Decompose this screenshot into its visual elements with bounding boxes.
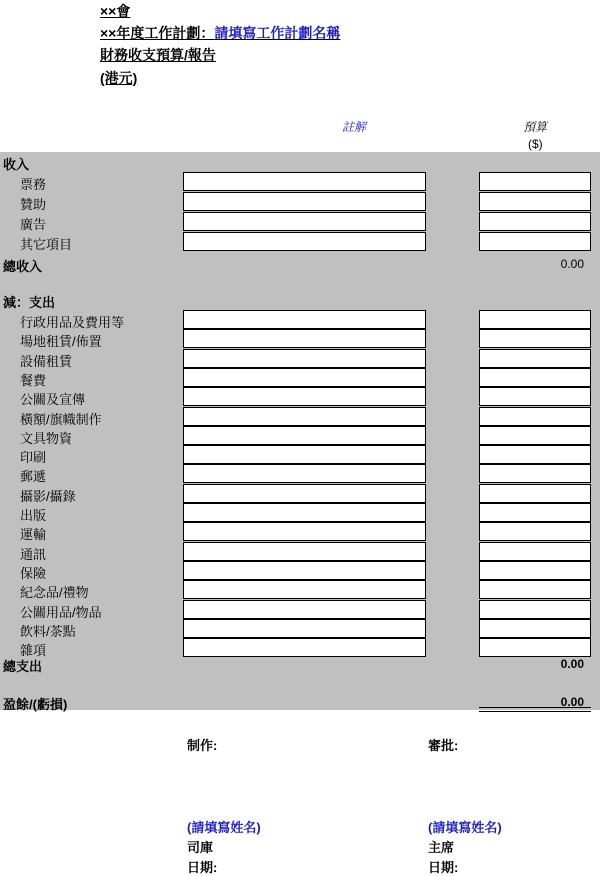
line-item-label: 贊助 xyxy=(20,197,47,212)
line-item-budget-cell[interactable] xyxy=(479,522,591,541)
line-item-row xyxy=(0,484,600,503)
line-item-budget-cell[interactable] xyxy=(479,503,591,522)
line-item-budget-cell[interactable] xyxy=(479,600,591,619)
line-item-label: 攝影/攝錄 xyxy=(20,488,76,504)
line-item-label: 印刷 xyxy=(20,450,47,466)
line-item-budget-cell[interactable] xyxy=(479,638,591,657)
approved-by-label: 審批: xyxy=(428,738,459,753)
line-item-note-cell[interactable] xyxy=(183,580,426,599)
line-item-note-cell[interactable] xyxy=(183,464,426,483)
line-item-label: 橫額/旗幟制作 xyxy=(20,411,102,427)
line-item-budget-cell[interactable] xyxy=(479,445,591,464)
line-item-note-cell[interactable] xyxy=(183,172,426,191)
currency-note: (港元) xyxy=(100,70,138,86)
line-item-note-cell[interactable] xyxy=(183,445,426,464)
line-item-label: 廣告 xyxy=(20,217,47,232)
line-item-row xyxy=(0,503,600,522)
line-item-note-cell[interactable] xyxy=(183,368,426,387)
line-item-row xyxy=(0,349,600,368)
line-item-note-cell[interactable] xyxy=(183,522,426,541)
line-item-note-cell[interactable] xyxy=(183,426,426,445)
line-item-note-cell[interactable] xyxy=(183,561,426,580)
line-item-note-cell[interactable] xyxy=(183,638,426,657)
line-item-note-cell[interactable] xyxy=(183,212,426,231)
line-item-note-cell[interactable] xyxy=(183,192,426,211)
line-item-budget-cell[interactable] xyxy=(479,407,591,426)
expense-total-value: 0.00 xyxy=(560,657,584,671)
line-item-budget-cell[interactable] xyxy=(479,542,591,561)
line-item-note-cell[interactable] xyxy=(183,600,426,619)
line-item-row xyxy=(0,192,600,211)
line-item-note-cell[interactable] xyxy=(183,232,426,251)
budget-currency: ($) xyxy=(528,137,543,151)
line-item-note-cell[interactable] xyxy=(183,329,426,348)
line-item-label: 行政用品及費用等 xyxy=(20,315,125,330)
prepared-date-label: 日期: xyxy=(187,860,218,875)
line-item-note-cell[interactable] xyxy=(183,387,426,406)
line-item-row xyxy=(0,638,600,657)
line-item-budget-cell[interactable] xyxy=(479,426,591,445)
line-item-budget-cell[interactable] xyxy=(479,368,591,387)
note-column-header: 註解 xyxy=(342,120,367,134)
line-item-row xyxy=(0,212,600,231)
line-item-row xyxy=(0,445,600,464)
line-item-label: 雜項 xyxy=(20,643,47,659)
line-item-label: 通訊 xyxy=(20,546,47,562)
line-item-label: 設備租賃 xyxy=(20,353,73,369)
line-item-row xyxy=(0,407,600,426)
line-item-row xyxy=(0,580,600,599)
line-item-row xyxy=(0,426,600,445)
approved-name-field[interactable]: (請填寫姓名) xyxy=(428,820,502,835)
line-item-label: 文具物資 xyxy=(20,430,73,446)
line-item-row xyxy=(0,464,600,483)
line-item-note-cell[interactable] xyxy=(183,542,426,561)
line-item-row xyxy=(0,310,600,329)
expense-total-label: 總支出 xyxy=(3,659,43,674)
line-item-row xyxy=(0,522,600,541)
line-item-label: 飲料/茶點 xyxy=(20,623,76,639)
line-item-row xyxy=(0,542,600,561)
line-item-budget-cell[interactable] xyxy=(479,192,591,211)
line-item-budget-cell[interactable] xyxy=(479,387,591,406)
approved-role: 主席 xyxy=(428,840,455,855)
approved-date-label: 日期: xyxy=(428,860,459,875)
line-item-label: 場地租賃/佈置 xyxy=(20,334,102,350)
line-item-row xyxy=(0,368,600,387)
line-item-budget-cell[interactable] xyxy=(479,232,591,251)
expense-section-title: 減：支出 xyxy=(3,295,56,310)
plan-title xyxy=(100,24,340,42)
line-item-budget-cell[interactable] xyxy=(479,619,591,638)
line-item-label: 紀念品/禮物 xyxy=(20,585,89,601)
income-total-label: 總收入 xyxy=(3,259,43,274)
line-item-budget-cell[interactable] xyxy=(479,310,591,329)
plan-name-link[interactable]: 請填寫工作計劃名稱 xyxy=(214,25,341,41)
line-item-label: 餐費 xyxy=(20,372,47,388)
surplus-double-underline xyxy=(479,707,591,712)
line-item-budget-cell[interactable] xyxy=(479,212,591,231)
line-item-label: 票務 xyxy=(20,177,47,192)
report-title: 財務收支預算/報告 xyxy=(100,47,216,63)
line-item-budget-cell[interactable] xyxy=(479,329,591,348)
line-item-note-cell[interactable] xyxy=(183,407,426,426)
line-item-budget-cell[interactable] xyxy=(479,172,591,191)
line-item-label: 公關用品/物品 xyxy=(20,604,102,620)
line-item-row xyxy=(0,619,600,638)
line-item-note-cell[interactable] xyxy=(183,503,426,522)
line-item-label: 運輸 xyxy=(20,527,47,543)
surplus-label: 盈餘/(虧損) xyxy=(3,697,68,712)
org-name: ××會 xyxy=(100,3,131,19)
prepared-by-label: 制作: xyxy=(187,738,218,753)
line-item-label: 保險 xyxy=(20,565,47,581)
line-item-note-cell[interactable] xyxy=(183,310,426,329)
line-item-row xyxy=(0,329,600,348)
prepared-role: 司庫 xyxy=(187,840,214,855)
line-item-budget-cell[interactable] xyxy=(479,349,591,368)
line-item-row xyxy=(0,232,600,251)
line-item-budget-cell[interactable] xyxy=(479,464,591,483)
line-item-note-cell[interactable] xyxy=(183,484,426,503)
line-item-label: 公關及宣傳 xyxy=(20,392,86,408)
line-item-row xyxy=(0,561,600,580)
line-item-row xyxy=(0,600,600,619)
line-item-budget-cell[interactable] xyxy=(479,484,591,503)
surplus-value: 0.00 xyxy=(560,695,584,709)
line-item-row xyxy=(0,387,600,406)
budget-column-header: 預算 xyxy=(523,120,548,134)
line-item-label: 出版 xyxy=(20,508,47,523)
line-item-note-cell[interactable] xyxy=(183,349,426,368)
line-item-label: 郵遞 xyxy=(20,469,47,485)
line-item-row xyxy=(0,172,600,191)
income-total-value: 0.00 xyxy=(560,257,584,271)
line-item-note-cell[interactable] xyxy=(183,619,426,638)
line-item-budget-cell[interactable] xyxy=(479,580,591,599)
line-item-label: 其它項目 xyxy=(20,237,73,252)
line-item-budget-cell[interactable] xyxy=(479,561,591,580)
prepared-name-field[interactable]: (請填寫姓名) xyxy=(187,820,261,835)
income-section-title: 收入 xyxy=(3,157,30,172)
plan-title-prefix: ××年度工作計劃： xyxy=(100,25,215,41)
